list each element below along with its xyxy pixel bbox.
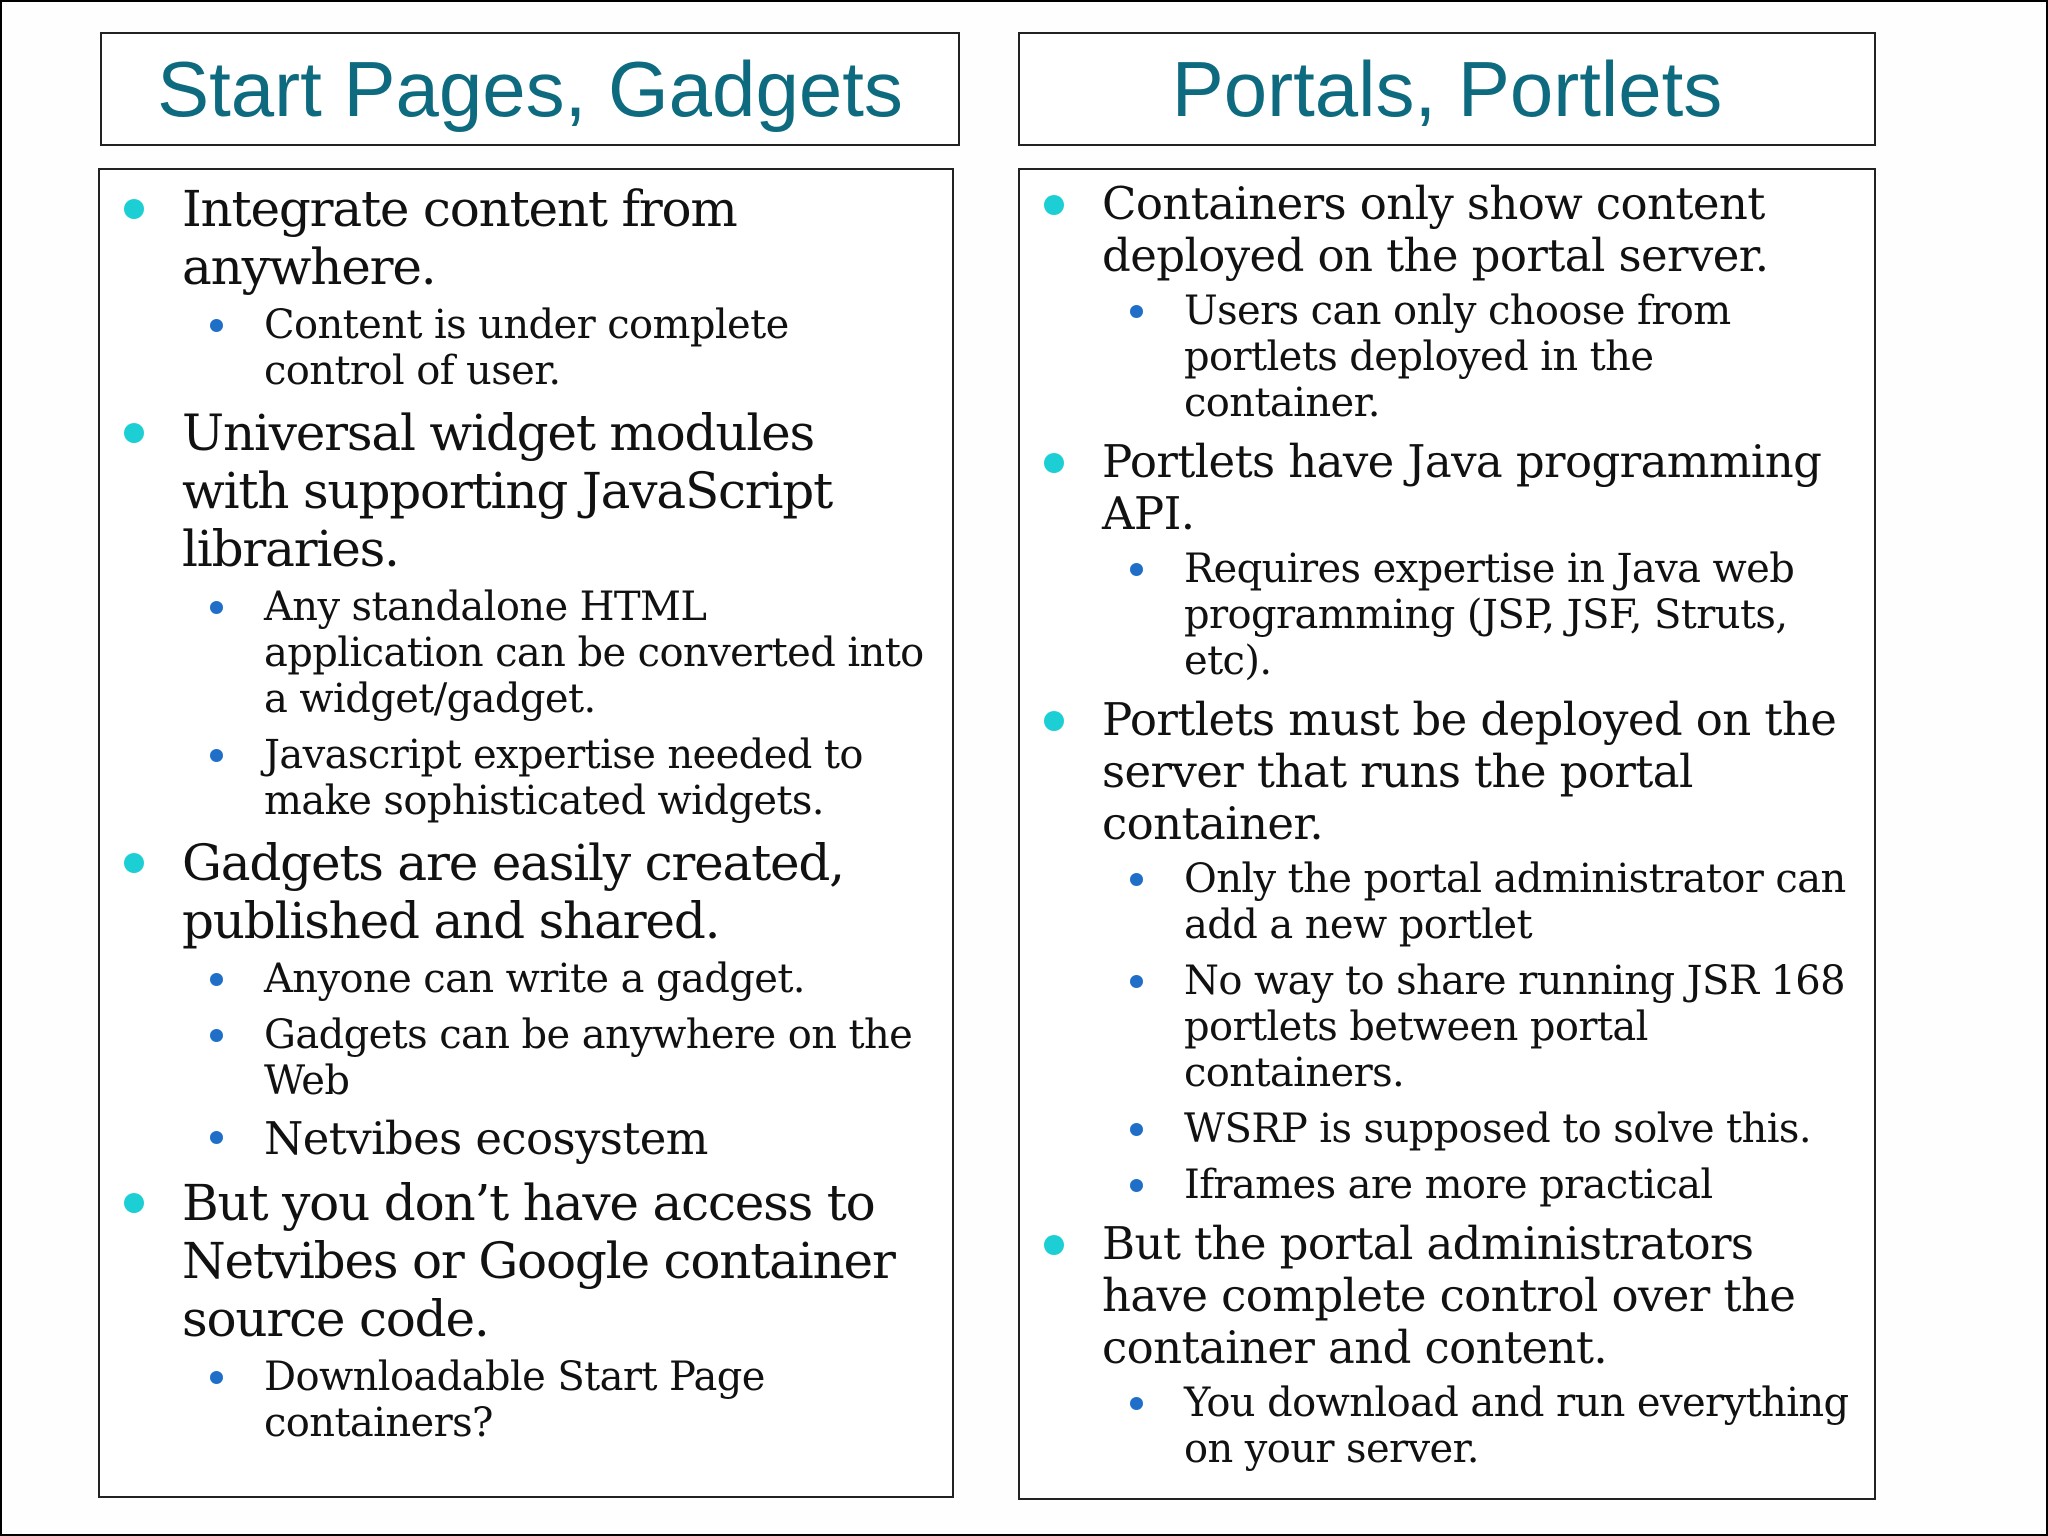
sub-point (1102, 1162, 1854, 1208)
left-point-1-text: Integrate content from anywhere. (182, 180, 737, 296)
right-point-3 (1020, 694, 1874, 1208)
left-point-3-subs (182, 956, 932, 1164)
sub-point-text: Requires expertise in Java web programming (JSP, JSF, Struts, etc). (1184, 546, 1795, 684)
sub-point-text: No way to share running JSR 168 portlets between portal containers. (1184, 958, 1846, 1096)
left-title-box (100, 32, 960, 146)
sub-bullet-icon (1130, 563, 1143, 576)
right-point-1 (1020, 178, 1874, 426)
bullet-icon (124, 1193, 144, 1213)
sub-bullet-icon (1130, 873, 1143, 886)
sub-point (1102, 958, 1854, 1096)
right-title-box (1018, 32, 1876, 146)
sub-point-text: Gadgets can be anywhere on the Web (264, 1012, 913, 1104)
left-point-3-text: Gadgets are easily created, published and shared. (182, 834, 844, 950)
left-point-3 (100, 834, 952, 1164)
sub-bullet-icon (1130, 975, 1143, 988)
right-bullet-list (1020, 170, 1874, 1472)
left-point-4-text: But you don’t have access to Netvibes or Google container source code. (182, 1174, 895, 1348)
left-title: Start Pages, Gadgets (157, 45, 903, 133)
sub-point-text: Netvibes ecosystem (264, 1112, 708, 1165)
sub-bullet-icon (210, 973, 223, 986)
sub-point-text: Users can only choose from portlets deployed in the container. (1184, 288, 1731, 426)
bullet-icon (1044, 453, 1064, 473)
right-point-2 (1020, 436, 1874, 684)
left-bullet-list (100, 170, 952, 1446)
left-point-2-text: Universal widget modules with supporting JavaScript libraries. (182, 404, 833, 578)
left-point-1 (100, 180, 952, 394)
right-point-4-text: But the portal administrators have complete control over the container and content. (1102, 1217, 1796, 1374)
sub-point-text: Anyone can write a gadget. (264, 956, 805, 1002)
sub-point-text: Javascript expertise needed to make sophisticated widgets. (264, 732, 863, 824)
sub-point (1102, 856, 1854, 948)
sub-point (182, 584, 932, 722)
sub-point (182, 1114, 932, 1164)
left-point-2 (100, 404, 952, 824)
right-point-3-text: Portlets must be deployed on the server that runs the portal container. (1102, 693, 1837, 850)
sub-bullet-icon (210, 319, 223, 332)
sub-point-text: Downloadable Start Page containers? (264, 1354, 765, 1446)
sub-point-text: Content is under complete control of user. (264, 302, 789, 394)
left-content-box (98, 168, 954, 1498)
right-point-2-subs (1102, 546, 1854, 684)
sub-point-text: You download and run everything on your server. (1184, 1380, 1849, 1472)
right-point-4-subs (1102, 1380, 1854, 1472)
left-point-1-subs (182, 302, 932, 394)
sub-bullet-icon (1130, 1397, 1143, 1410)
sub-bullet-icon (1130, 1123, 1143, 1136)
sub-point (182, 1354, 932, 1446)
sub-point (1102, 1380, 1854, 1472)
bullet-icon (124, 853, 144, 873)
sub-bullet-icon (210, 1371, 223, 1384)
bullet-icon (124, 199, 144, 219)
sub-point (1102, 1106, 1854, 1152)
bullet-icon (1044, 195, 1064, 215)
sub-point-text: Iframes are more practical (1184, 1162, 1713, 1208)
right-point-4 (1020, 1218, 1874, 1472)
sub-point (182, 732, 932, 824)
left-point-4 (100, 1174, 952, 1446)
sub-point (1102, 546, 1854, 684)
sub-bullet-icon (210, 1029, 223, 1042)
sub-point-text: Any standalone HTML application can be converted into a widget/gadget. (264, 584, 924, 722)
bullet-icon (1044, 1235, 1064, 1255)
sub-bullet-icon (1130, 305, 1143, 318)
sub-bullet-icon (210, 1131, 223, 1144)
right-point-1-subs (1102, 288, 1854, 426)
right-point-3-subs (1102, 856, 1854, 1208)
sub-bullet-icon (1130, 1179, 1143, 1192)
sub-bullet-icon (210, 601, 223, 614)
bullet-icon (1044, 711, 1064, 731)
sub-point (182, 956, 932, 1002)
sub-point-text: WSRP is supposed to solve this. (1184, 1106, 1811, 1152)
bullet-icon (124, 423, 144, 443)
right-title: Portals, Portlets (1171, 45, 1723, 133)
sub-point (182, 302, 932, 394)
right-content-box (1018, 168, 1876, 1500)
sub-point (1102, 288, 1854, 426)
left-point-2-subs (182, 584, 932, 824)
sub-bullet-icon (210, 749, 223, 762)
left-point-4-subs (182, 1354, 932, 1446)
sub-point (182, 1012, 932, 1104)
sub-point-text: Only the portal administrator can add a new portlet (1184, 856, 1846, 948)
right-point-2-text: Portlets have Java programming API. (1102, 435, 1822, 540)
right-point-1-text: Containers only show content deployed on the portal server. (1102, 177, 1769, 282)
